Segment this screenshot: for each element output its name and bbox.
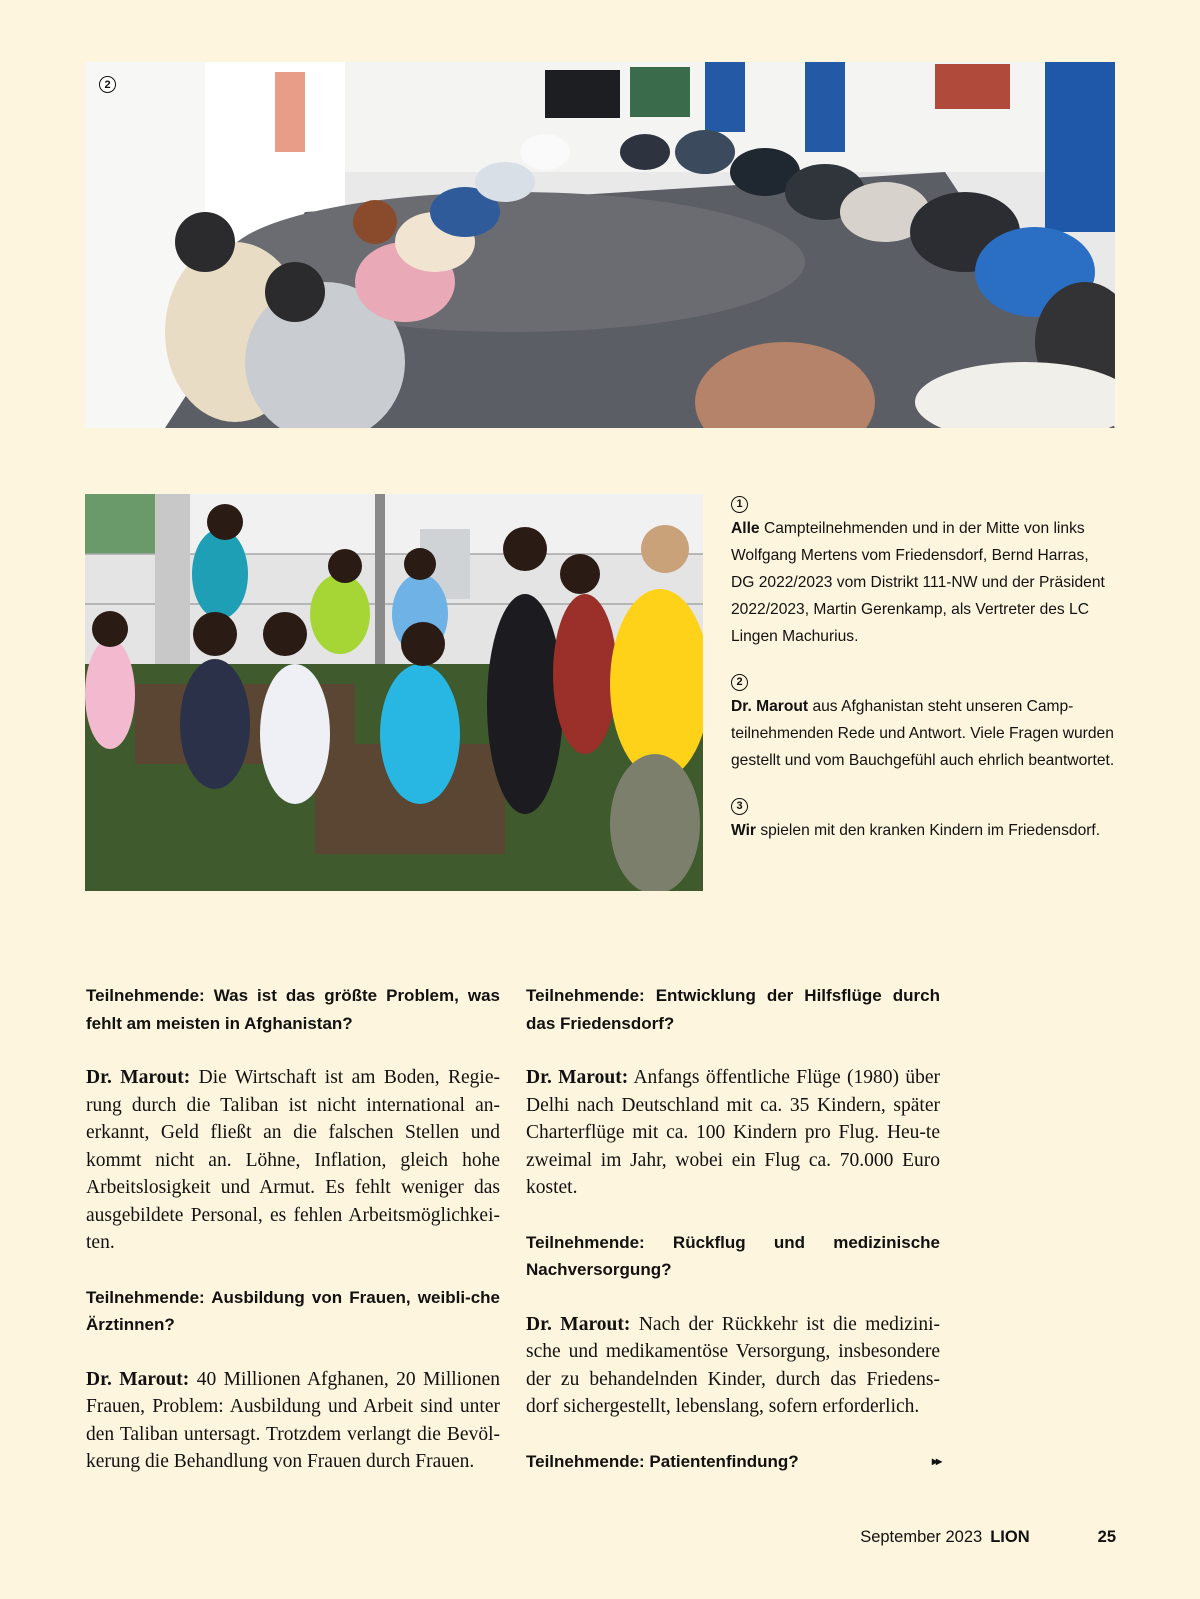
caption-lead: Dr. Marout [731,698,809,715]
answer-text: Nach der Rückkehr ist die medizini-sche und medikamentöse Versorgung, insbesondere der zu behandelnden Kinder, durch das Friedens-dorf sichergestellt, lebenslang, sofern erforderlich. [526,1313,941,1417]
caption-text [731,515,1116,650]
interview-question: Teilnehmende: Entwicklung der Hilfsflüge durch das Friedensdorf? [526,986,940,1033]
caption-body: spielen mit den kranken Kindern im Friedensdorf. [760,822,1101,839]
continue-arrow-icon: ▸▸ [931,1453,940,1468]
answer-speaker: Dr. Marout: [526,1067,629,1088]
caption-text [731,817,1116,844]
answer-text: Die Wirtschaft ist am Boden, Regie-rung durch die Taliban ist nicht international an-erkannt, Geld fließt an die falschen Stellen und kommt nicht an. Löhne, Inflation, gleich hohe Arbeitslosigkeit und Armut. Es fehlt weniger das ausgebildete Personal, es fehlen Arbeitsmöglichkei-ten. [86,1067,500,1253]
magazine-name: LION [990,1528,1030,1546]
page-number: 25 [1097,1528,1116,1546]
answer-speaker: Dr. Marout: [86,1067,191,1088]
caption-2 [731,674,1116,774]
caption-number-badge: 3 [731,798,748,815]
caption-body: Campteilnehmenden und in der Mitte von links Wolfgang Mertens vom Friedensdorf, Bernd Harras, DG 2022/2023 vom Distrikt 111-NW und der Präsident 2022/2023, Martin Gerenkamp, als Vertreter des LC Lingen Machurius. [731,520,1105,645]
issue-date: September 2023 [860,1528,983,1546]
photo-captions [731,494,1116,868]
caption-number-badge: 1 [731,496,748,513]
interview-answer [86,1064,500,1257]
interview-question: Teilnehmende: Rückflug und medizinische Nachversorgung? [526,1232,940,1279]
interview-question-continued [526,1448,940,1476]
photo-children-playing [85,494,703,891]
answer-text: Anfangs öffentliche Flüge (1980) über Delhi nach Deutschland mit ca. 35 Kindern, später Charterflüge mit ca. 100 Kindern pro Flug. Heu-te zweimal im Jahr, wobei ein Flug ca. 70.000 Euro kostet. [526,1067,940,1198]
caption-number-badge: 2 [731,674,748,691]
photo-number-badge: 2 [99,76,116,93]
caption-1 [731,496,1116,650]
answer-text: 40 Millionen Afghanen, 20 Millionen Frauen, Problem: Ausbildung und Arbeit sind unter den Taliban untersagt. Trotzdem verlangt die Bevöl-kerung die Behandlung von Frauen durch Frauen. [86,1368,501,1472]
interview-answer [526,1311,940,1421]
caption-lead: Alle [731,520,760,537]
caption-text [731,693,1116,774]
caption-body: aus Afghanistan steht unseren Camp-teilnehmenden Rede und Antwort. Viele Fragen wurden gestellt und vom Bauchgefühl auch ehrlich beantwortet. [731,698,1115,769]
answer-speaker: Dr. Marout: [526,1313,631,1335]
answer-speaker: Dr. Marout: [86,1368,190,1390]
interview-column-right [526,982,940,1502]
interview-column-left [86,982,500,1503]
page-footer [0,1528,1116,1547]
caption-3 [731,798,1116,844]
interview-question: Teilnehmende: Was ist das größte Problem, was fehlt am meisten in Afghanistan? [86,986,500,1033]
interview-question-text: Teilnehmende: Patientenfindung? [526,1451,799,1471]
interview-answer [86,1366,500,1476]
caption-lead: Wir [731,822,756,839]
interview-answer [526,1064,940,1202]
interview-question: Teilnehmende: Ausbildung von Frauen, weibli-che Ärztinnen? [86,1287,500,1334]
photo-group-discussion [85,62,1115,428]
